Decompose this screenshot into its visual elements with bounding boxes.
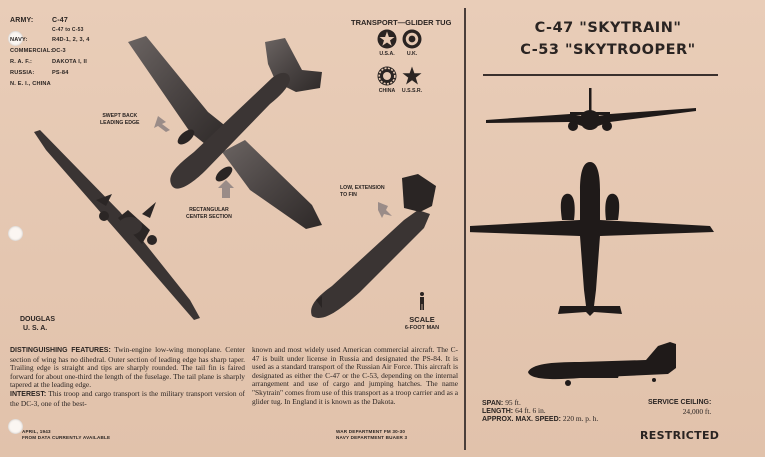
nei-label: N. E. I., CHINA <box>10 81 51 87</box>
length-value: 64 ft. 6 in. <box>515 406 546 415</box>
interest-text: This troop and cargo transport is the military transport version of the DC-3, one of the best- <box>10 388 245 408</box>
description-continued: known and most widely used American commercial aircraft. The C-47 is built under license in Russia and designated the PS-84. It is used as a standard transport of the Russian Air Force. This aircraft is designated as either the C-47 or the C-53, depending on the internal arrangement and use of cargo and jumping hatches. The name "Skytrain" comes from use of this transport as a troop carrier and as a glider tug. In England it is known as the Dakota. <box>252 345 458 406</box>
footer-right <box>336 429 407 441</box>
spec-speed <box>482 415 598 425</box>
interest-label: INTEREST: <box>10 390 47 398</box>
features-label: DISTINGUISHING FEATURES: <box>10 347 111 354</box>
manufacturer <box>20 315 55 333</box>
army-sub-value: C-47 to C-53 <box>52 27 84 33</box>
length-label: LENGTH: <box>482 408 514 415</box>
footer-navy-dept: NAVY DEPARTMENT BUAER 3 <box>336 435 408 440</box>
callout-swept-back <box>100 113 140 127</box>
classification-stamp: RESTRICTED <box>640 429 720 442</box>
russia-value: PS-84 <box>52 70 69 76</box>
silhouettes <box>470 80 760 400</box>
spec-ceiling <box>648 399 711 416</box>
footer-war-dept: WAR DEPARTMENT FM 30-30 <box>336 429 406 434</box>
army-label: ARMY: <box>10 17 34 24</box>
description-column-1 <box>10 346 245 408</box>
manufacturer-country: U. S. A. <box>23 325 48 332</box>
title-line-1: C-47 "SKYTRAIN" <box>534 20 682 36</box>
raf-label: R. A. F.: <box>10 59 33 65</box>
front-silhouette <box>486 88 696 131</box>
commercial-value: DC-3 <box>52 48 66 54</box>
callout-low-extension <box>340 185 385 199</box>
callout-center-section <box>186 207 232 221</box>
russia-label: RUSSIA: <box>10 70 35 76</box>
center-divider <box>464 8 466 450</box>
head-on-illustration <box>34 130 200 320</box>
ceiling-value: 24,000 ft. <box>682 406 712 416</box>
role-title: TRANSPORT—GLIDER TUG <box>351 18 452 27</box>
ceiling-label: SERVICE CEILING: <box>648 399 712 406</box>
callout-low-extension-line1: LOW, EXTENSION <box>340 185 385 191</box>
span-value: 95 ft. <box>505 398 521 407</box>
features-text: Twin-engine low-wing monoplane. Center section of wing has no dihedral. Outer section of leading edge has sharp taper. Trailing edge is straight and tips are sharply rounded. The tail fin is faired forward for about one-third the length of the fuselage. The tail plane is sharply tapered at the leading edge. <box>10 345 245 390</box>
profile-silhouette <box>528 342 676 386</box>
insignia-usa-label: U.S.A. <box>379 51 395 57</box>
callout-center-section-line1: RECTANGULAR <box>189 207 229 213</box>
scale-label <box>399 315 445 333</box>
army-value: C-47 <box>52 17 68 24</box>
scale-subtitle: 6-FOOT MAN <box>404 325 440 331</box>
title-line-2: C-53 "SKYTROOPER" <box>520 42 696 58</box>
punch-hole-bottom <box>8 419 23 434</box>
navy-value: R4D-1, 2, 3, 4 <box>52 37 90 43</box>
raf-value: DAKOTA I, II <box>52 59 88 65</box>
speed-value: 220 m. p. h. <box>562 414 599 423</box>
footer-source: FROM DATA CURRENTLY AVAILABLE <box>22 435 111 440</box>
callout-low-extension-line2: TO FIN <box>340 192 357 198</box>
aircraft-illustrations <box>0 0 464 340</box>
navy-label: NAVY: <box>10 37 28 43</box>
speed-label: APPROX. MAX. SPEED: <box>482 416 561 423</box>
title-rule <box>483 74 718 76</box>
top-view-illustration <box>128 36 322 229</box>
footer-date: APRIL, 1943 <box>22 429 51 434</box>
description-column-2 <box>252 346 458 406</box>
callout-swept-back-line1: SWEPT BACK <box>102 113 138 119</box>
callout-swept-back-line2: LEADING EDGE <box>100 120 140 126</box>
callout-center-section-line2: CENTER SECTION <box>186 214 232 220</box>
insignia-ussr-label: U.S.S.R. <box>401 88 423 94</box>
insignia-china-label: CHINA <box>378 88 396 94</box>
scale-title: SCALE <box>409 315 435 324</box>
commercial-label: COMMERCIAL: <box>10 48 53 54</box>
footer-left <box>22 429 110 441</box>
manufacturer-name: DOUGLAS <box>20 316 55 323</box>
span-label: SPAN: <box>482 400 504 407</box>
plan-silhouette <box>470 162 714 316</box>
insignia-uk-label: U.K. <box>406 51 418 57</box>
scale-man-icon <box>420 292 424 310</box>
